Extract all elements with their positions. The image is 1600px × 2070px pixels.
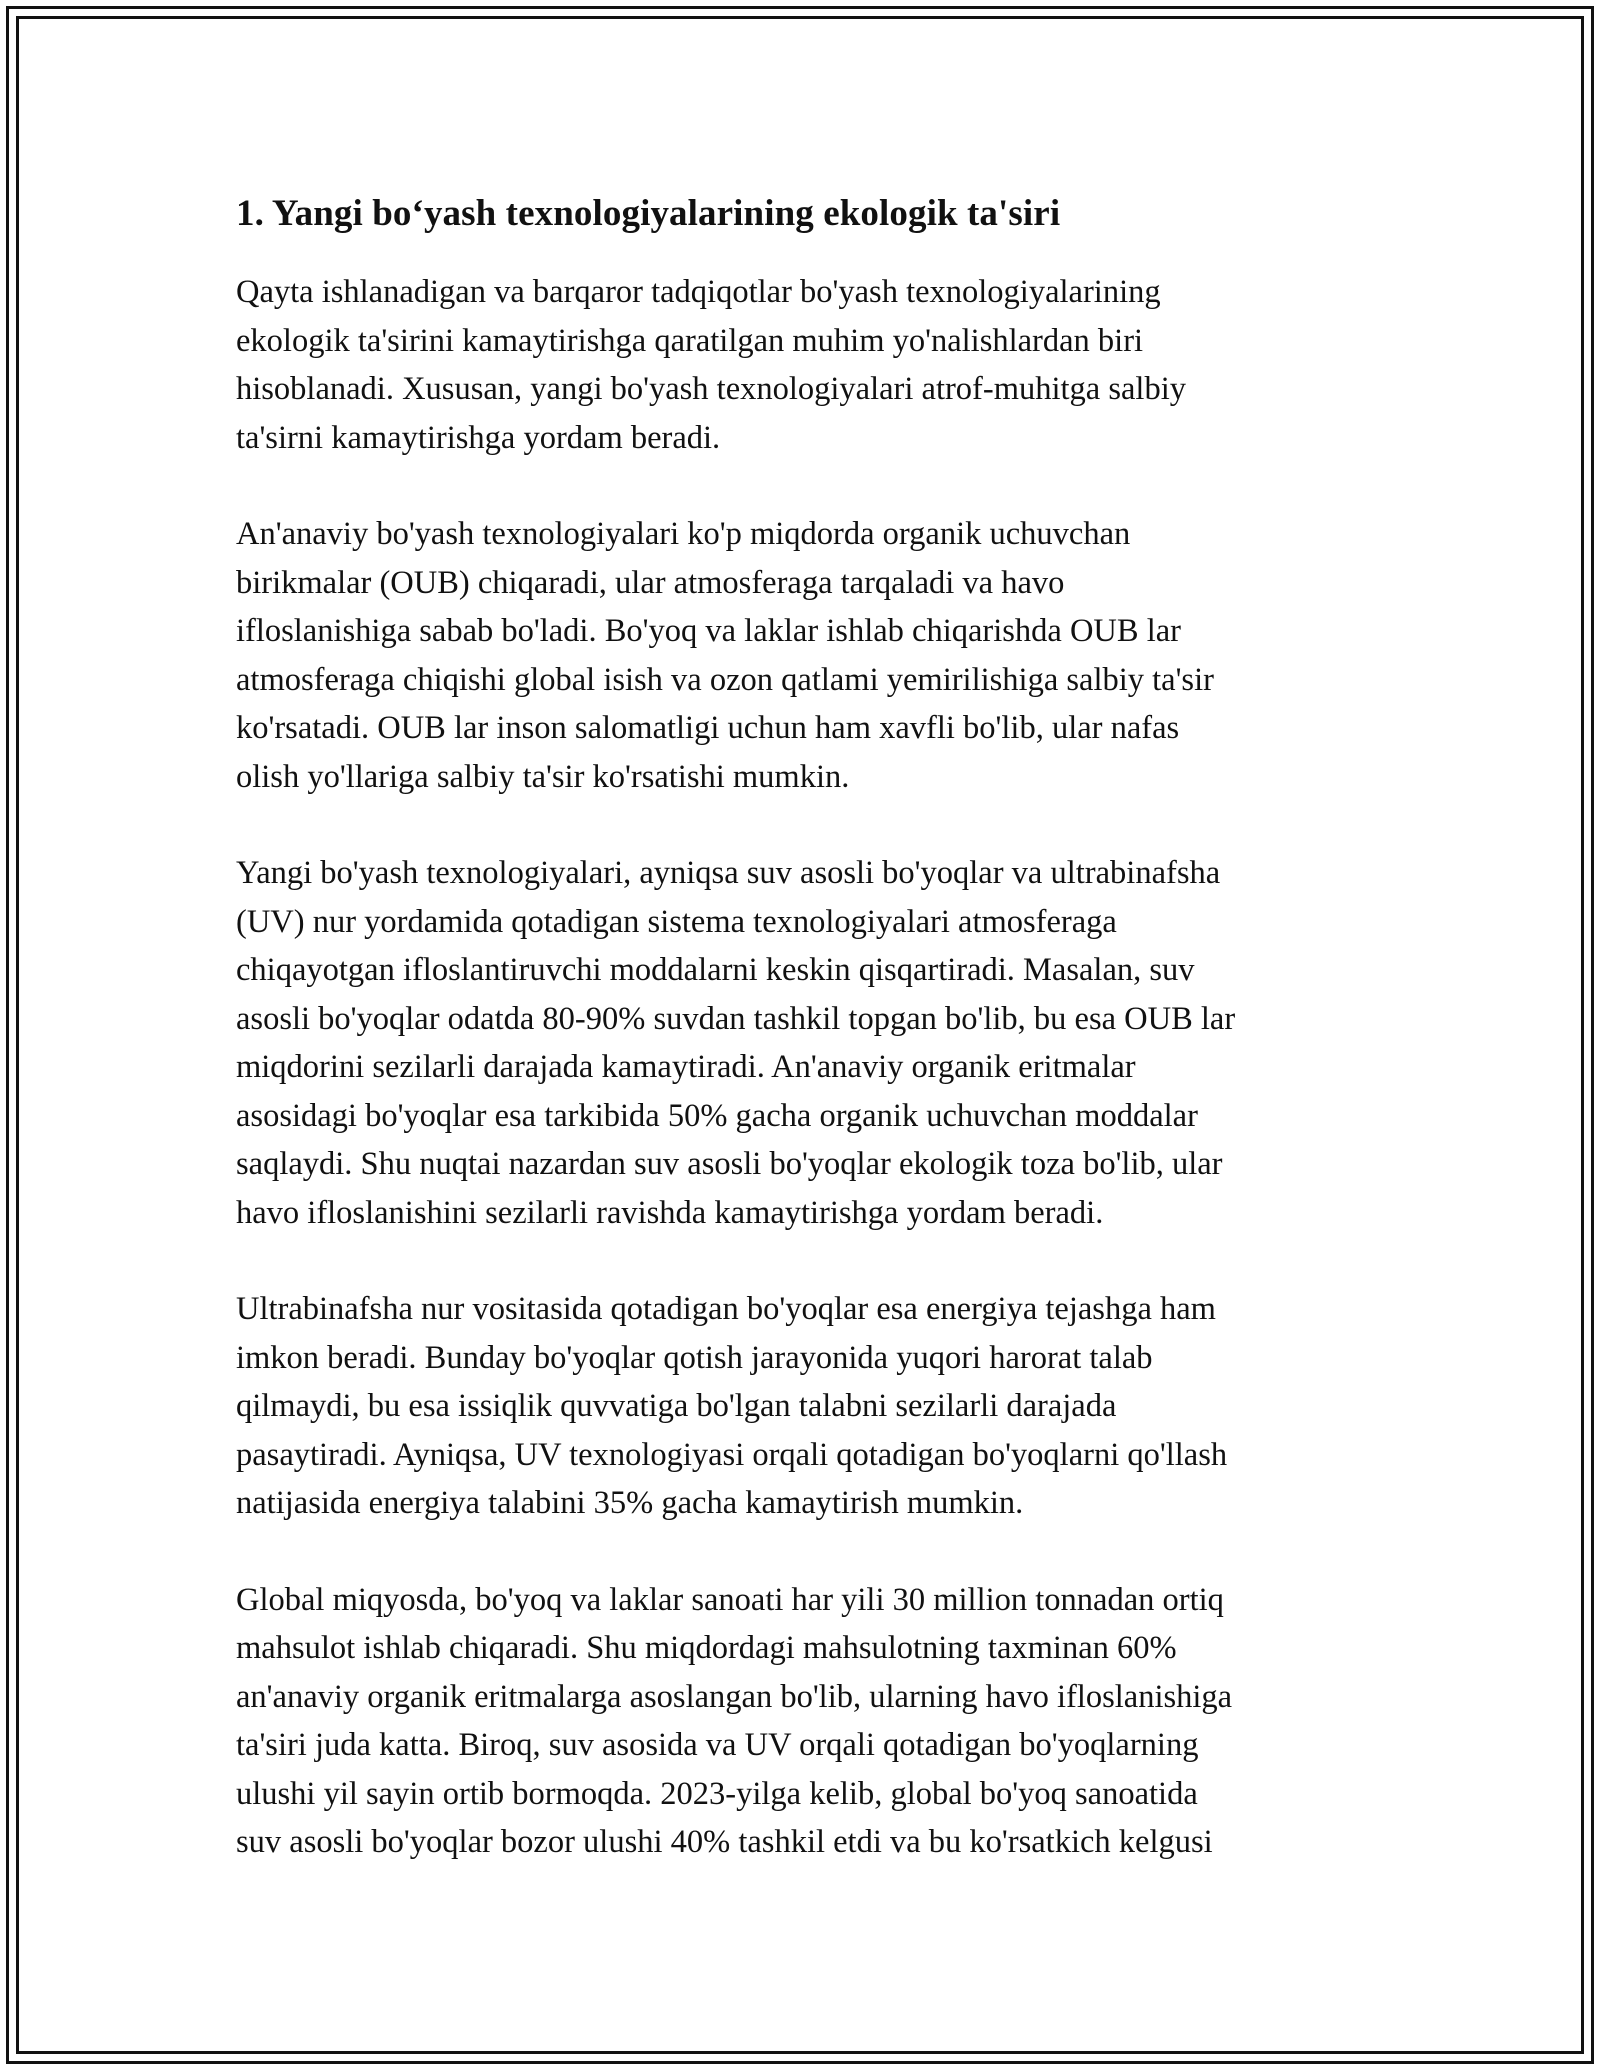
text-line: birikmalar (OUB) chiqaradi, ular atmosferaga tarqaladi va havo <box>236 564 1065 601</box>
text-line: Global miqyosda, bo'yoq va laklar sanoati har yili 30 million tonnadan ortiq <box>236 1581 1224 1618</box>
text-line: chiqayotgan ifloslantiruvchi moddalarni keskin qisqartiradi. Masalan, suv <box>236 952 1195 988</box>
text-line: asosli bo'yoqlar odatda 80-90% suvdan tashkil topgan bo'lib, bu esa OUB lar <box>236 1000 1236 1037</box>
text-line: suv asosli bo'yoqlar bozor ulushi 40% tashkil etdi va bu ko'rsatkich kelgusi <box>236 1824 1213 1860</box>
text-line: an'anaviy organik eritmalarga asoslangan bo'lib, ularning havo ifloslanishiga <box>236 1678 1233 1715</box>
text-line: pasaytiradi. Ayniqsa, UV texnologiyasi orqali qotadigan bo'yoqlarni qo'llash <box>236 1436 1228 1473</box>
text-line: ekologik ta'sirini kamaytirishga qaratilgan muhim yo'nalishlardan biri <box>236 322 1144 359</box>
text-line: havo ifloslanishini sezilarli ravishda kamaytirishga yordam beradi. <box>236 1194 1104 1231</box>
text-line: Qayta ishlanadigan va barqaror tadqiqotlar bo'yash texnologiyalarining <box>236 274 1161 310</box>
text-line: Ultrabinafsha nur vositasida qotadigan bo'yoqlar esa energiya tejashga ham <box>236 1291 1216 1327</box>
text-line: atmosferaga chiqishi global isish va ozon qatlami yemirilishiga salbiy ta'sir <box>236 661 1214 698</box>
text-line: imkon beradi. Bunday bo'yoqlar qotish jarayonida yuqori harorat talab <box>236 1339 1153 1376</box>
document-body <box>236 182 1376 1915</box>
text-line: asosidagi bo'yoqlar esa tarkibida 50% gacha organik uchuvchan moddalar <box>236 1097 1198 1134</box>
text-line: ifloslanishiga sabab bo'ladi. Bo'yoq va laklar ishlab chiqarishda OUB lar <box>236 613 1181 649</box>
section-heading: 1. Yangi bo‘yash texnologiyalarining ekologik ta'siri <box>236 193 1061 234</box>
text-line: ko'rsatadi. OUB lar inson salomatligi uchun ham xavfli bo'lib, ular nafas <box>236 710 1180 746</box>
text-line: ulushi yil sayin ortib bormoqda. 2023-yilga kelib, global bo'yoq sanoatida <box>236 1775 1198 1812</box>
text-line: ta'sirni kamaytirishga yordam beradi. <box>236 419 721 456</box>
text-line: saqlaydi. Shu nuqtai nazardan suv asosli bo'yoqlar ekologik toza bo'lib, ular <box>236 1146 1223 1182</box>
text-line: olish yo'llariga salbiy ta'sir ko'rsatishi mumkin. <box>236 758 850 795</box>
text-line: ta'siri juda katta. Biroq, suv asosida va UV orqali qotadigan bo'yoqlarning <box>236 1727 1199 1763</box>
paragraph-global-market <box>236 1576 1376 1867</box>
text-line: qilmaydi, bu esa issiqlik quvvatiga bo'lgan talabni sezilarli darajada <box>236 1388 1117 1424</box>
text-line: miqdorini sezilarli darajada kamaytiradi. An'anaviy organik eritmalar <box>236 1049 1136 1085</box>
text-line: Yangi bo'yash texnologiyalari, ayniqsa suv asosli bo'yoqlar va ultrabinafsha <box>236 855 1221 891</box>
paragraph-uv-curing <box>236 1285 1376 1528</box>
text-line: (UV) nur yordamida qotadigan sistema texnologiyalari atmosferaga <box>236 903 1117 940</box>
text-line: natijasida energiya talabini 35% gacha kamaytirish mumkin. <box>236 1485 1024 1521</box>
text-line: An'anaviy bo'yash texnologiyalari ko'p miqdorda organik uchuvchan <box>236 516 1131 552</box>
paragraph-voc-emissions <box>236 510 1376 801</box>
paragraph-intro <box>236 268 1376 462</box>
text-line: mahsulot ishlab chiqaradi. Shu miqdordagi mahsulotning taxminan 60% <box>236 1630 1177 1666</box>
text-line: hisoblanadi. Xususan, yangi bo'yash texnologiyalari atrof-muhitga salbiy <box>236 371 1186 407</box>
paragraph-water-based-paints <box>236 849 1376 1237</box>
